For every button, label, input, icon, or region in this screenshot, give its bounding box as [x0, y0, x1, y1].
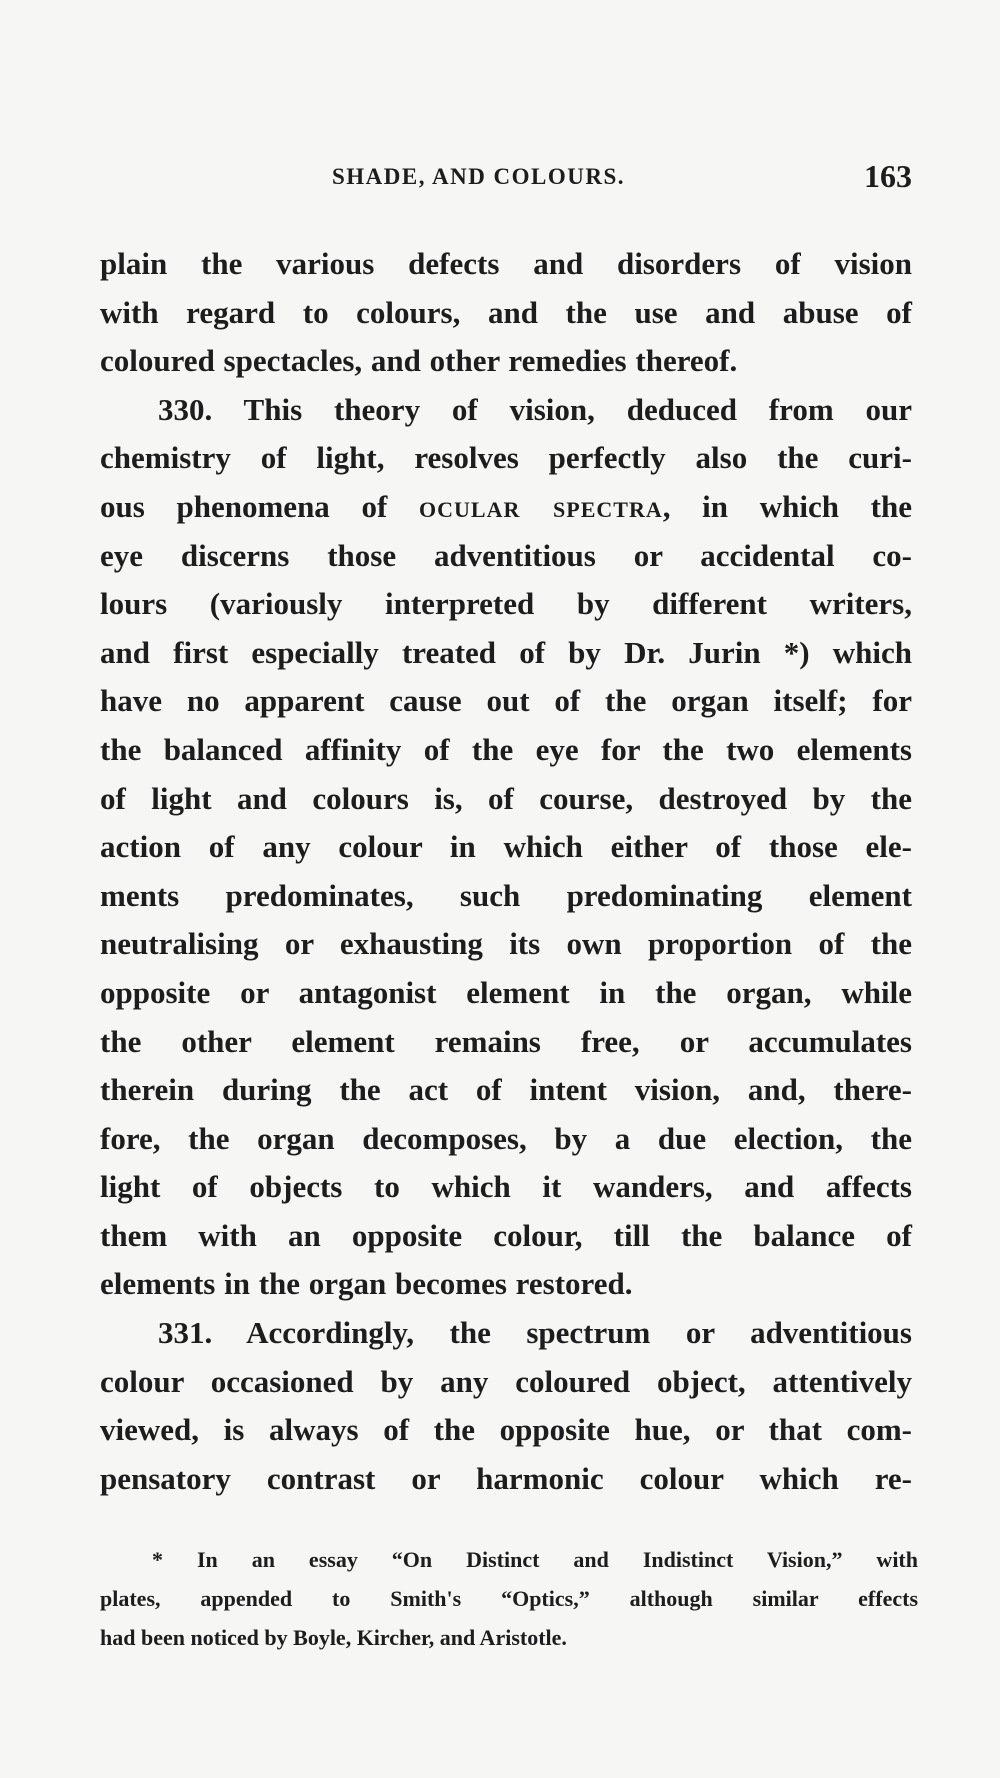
text-line: action of any colour in which either of those ele-: [100, 829, 912, 865]
text-line: coloured spectacles, and other remedies thereof.: [100, 343, 738, 379]
text-line: neutralising or exhausting its own proportion of the: [100, 926, 912, 962]
text-line: 331. Accordingly, the spectrum or adventitious: [158, 1315, 912, 1351]
text-line: colour occasioned by any coloured object, attentively: [100, 1363, 912, 1399]
text-line: the balanced affinity of the eye for the two elements: [100, 731, 912, 767]
text-line: eye discerns those adventitious or accidental co-: [100, 537, 912, 573]
text-line: them with an opposite colour, till the balance of: [100, 1217, 912, 1253]
text-line: ous phenomena of ocular spectra, in which the: [100, 488, 912, 524]
text-line: 330. This theory of vision, deduced from our: [158, 391, 912, 427]
text-line: light of objects to which it wanders, and affects: [100, 1169, 912, 1205]
text-line: pensatory contrast or harmonic colour which re-: [100, 1460, 912, 1496]
text-line: fore, the organ decomposes, by a due election, the: [100, 1120, 912, 1156]
running-head: SHADE, AND COLOURS.: [332, 164, 626, 189]
text-line: with regard to colours, and the use and abuse of: [100, 294, 912, 330]
body-text: [100, 240, 912, 1503]
text-line: viewed, is always of the opposite hue, or that com-: [100, 1412, 912, 1448]
footnote-line: plates, appended to Smith's “Optics,” although similar effects: [100, 1586, 918, 1611]
page-number: 163: [864, 158, 912, 194]
text-line: plain the various defects and disorders of vision: [100, 246, 912, 281]
footnote-line: had been noticed by Boyle, Kircher, and Aristotle.: [100, 1625, 567, 1650]
smallcaps-term: ocular spectra: [419, 488, 663, 524]
text-line: opposite or antagonist element in the organ, while: [100, 974, 912, 1010]
text-line: lours (variously interpreted by different writers,: [100, 586, 912, 622]
text-line: and first especially treated of by Dr. Jurin *) which: [100, 634, 912, 670]
footnote: [100, 1540, 918, 1657]
page-header: [100, 158, 912, 198]
text-line: of light and colours is, of course, destroyed by the: [100, 780, 912, 816]
text-line: have no apparent cause out of the organ itself; for: [100, 683, 912, 719]
text-line: the other element remains free, or accumulates: [100, 1023, 912, 1059]
text-line: therein during the act of intent vision, and, there-: [100, 1072, 912, 1108]
footnote-line: * In an essay “On Distinct and Indistinct Vision,” with: [152, 1547, 918, 1572]
text-line: elements in the organ becomes restored.: [100, 1266, 633, 1302]
text-line: chemistry of light, resolves perfectly also the curi-: [100, 440, 912, 476]
text-line: ments predominates, such predominating element: [100, 877, 912, 913]
